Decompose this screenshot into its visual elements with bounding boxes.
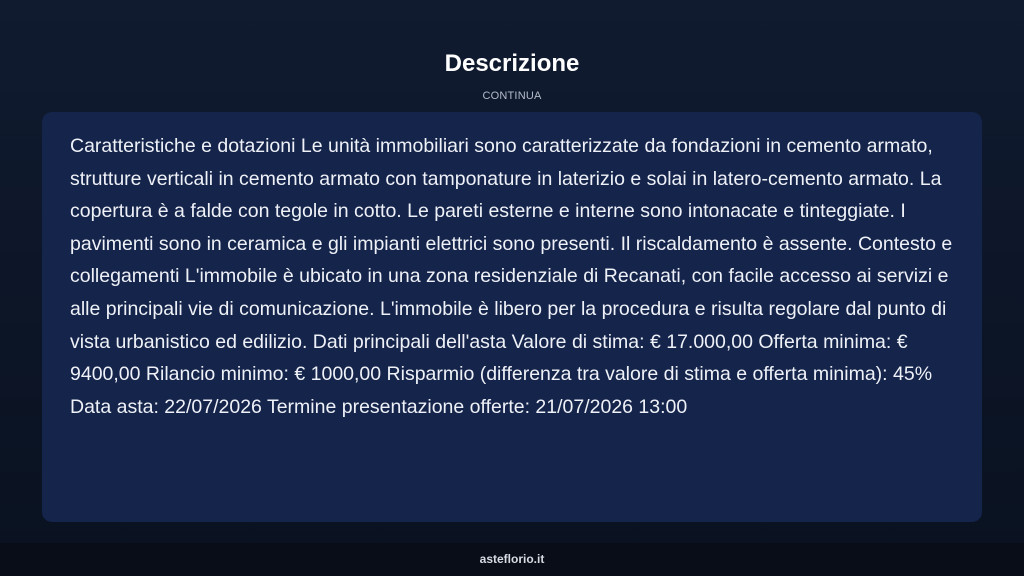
page-title: Descrizione (444, 50, 580, 77)
description-card (42, 112, 982, 522)
description-text: Caratteristiche e dotazioni Le unità immobiliari sono caratterizzate da fondazioni in cemento armato, strutture verticali in cemento armato con tamponature in laterizio e solai in latero-cemento armato. La copertura è a falde con tegole in cotto. Le pareti esterne e interne sono intonacate e tinteggiate. I pavimenti sono in ceramica e gli impianti elettrici sono presenti. Il riscaldamento è assente. Contesto e collegamenti L'immobile è ubicato in una zona residenziale di Recanati, con facile accesso ai servizi e alle principali vie di comunicazione. L'immobile è libero per la procedura e risulta regolare dal punto di vista urbanistico ed edilizio. Dati principali dell'asta Valore di stima: € 17.000,00 Offerta minima: € 9400,00 Rilancio minimo: € 1000,00 Risparmio (differenza tra valore di stima e offerta minima): 45% Data asta: 22/07/2026 Termine presentazione offerte: 21/07/2026 13:00 (70, 135, 953, 418)
footer-site-name: asteflorio.it (0, 543, 1024, 576)
continue-link[interactable]: CONTINUA (482, 90, 542, 102)
